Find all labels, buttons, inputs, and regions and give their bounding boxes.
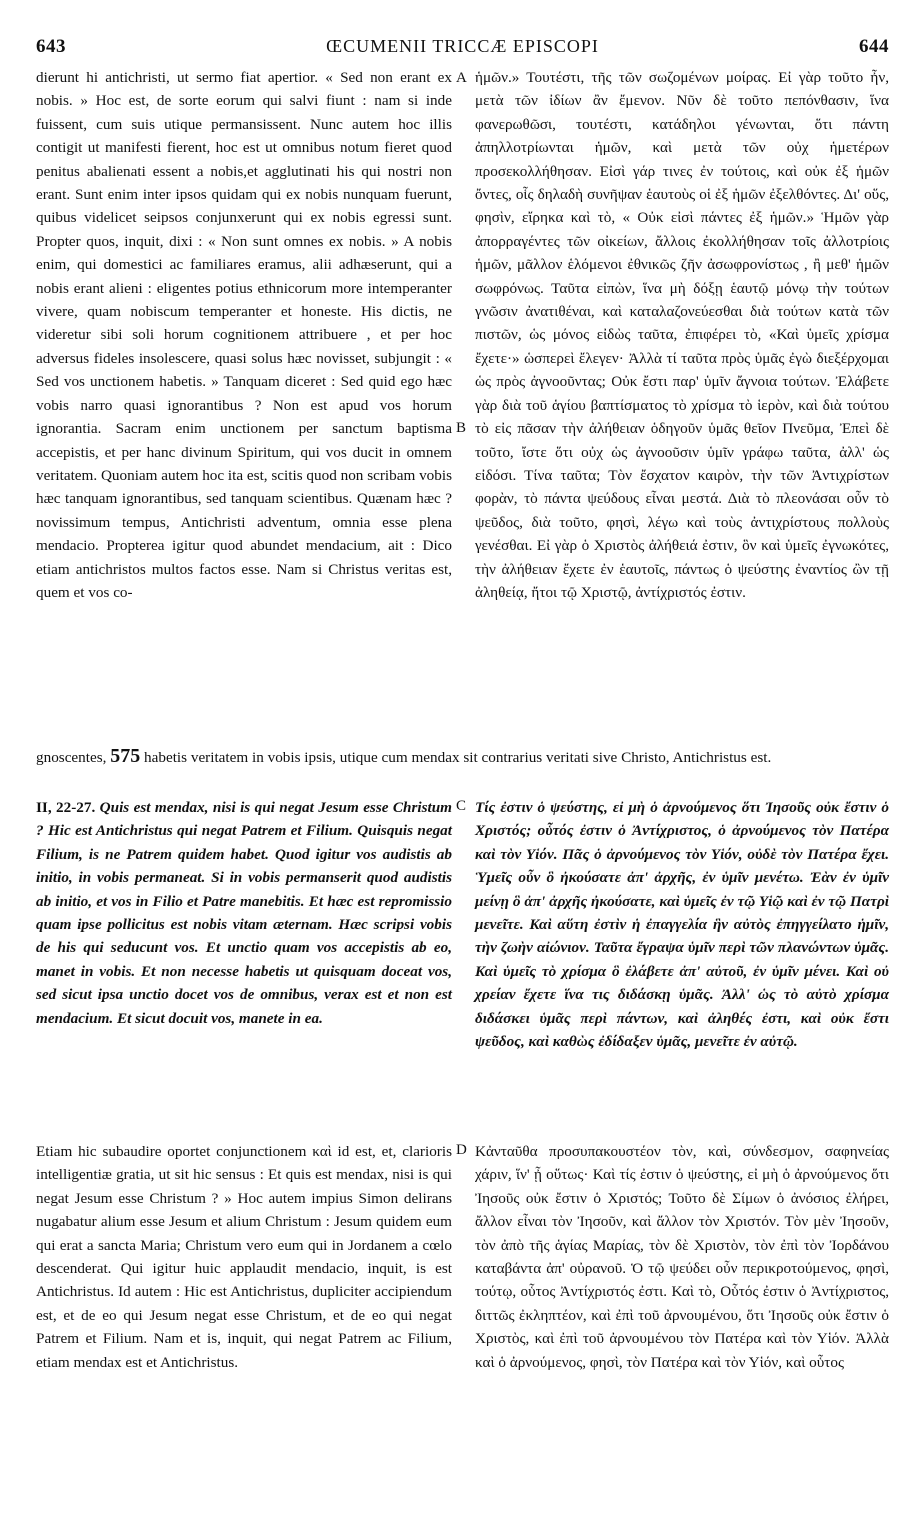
text-before-column-number: gnoscentes, bbox=[36, 749, 107, 766]
latin-paragraph-3: Etiam hic subaudire oportet conjunctionem καὶ id est, et, clarioris intelligentiæ gratia, ut sit hic sensus : Et quis est mendax, nisi is qui negat Jesum esse Christum ? » Hoc autem impius Simon delirans nugabatur alium esse Jesum et alium Christum : Jesum quidem eum qui erat a sancta Maria; Christum vero eum qui in Jordanem a cœlo descenderat. Qui igitur huic applaudit mendacio, inquit, is est Antichristus. Id autem : Hic est Antichristus, dupliciter accipiendum est, et de eo qui Jesum negat esse Christum, et de eo qui negat Patrem et Filium. Nam et is, inquit, qui negat Patrem ac Filium, etiam mendax est et Antichristus. bbox=[36, 1143, 452, 1371]
full-width-line bbox=[36, 745, 889, 769]
latin-column-3 bbox=[36, 1140, 452, 1520]
scripture-latin-text bbox=[36, 796, 452, 1030]
margin-letter-a: A bbox=[456, 70, 467, 86]
scripture-greek-column bbox=[475, 796, 889, 1141]
scripture-reference: II, 22-27. bbox=[36, 799, 96, 816]
latin-paragraph-1: dierunt hi antichristi, ut sermo fiat apertior. « Sed non erant ex nobis. » Hoc est, de sorte eorum qui salvi fiunt : nam si inde fuissent, cum suis utique permansissent. Nunc autem hoc illis contigit ut manifesti fierent, hoc est ut omnibus notum fieret quod penitus abalienati essent a nobis,et agglutinati his qui nostri non erant. Sunt enim inter ipsos quidam qui ex nobis nunquam fuerunt, quibus videlicet seipsos conjunxerunt qui ex nobis egressi sunt. Propter quos, inquit, dixi : « Non sunt omnes ex nobis. » A nobis enim, qui domestici ac familiares eramus, alii adhæserunt, qui a nobis erant alieni : eligentes potius ethnicorum more intemperanter vivere, quam nobiscum temperanter et honeste. His dictis, ne videretur sibi soli horum cognitionem attribuere , et per hoc adversus fideles insolescere, quasi solus hæc novisset, subjungit : « Sed vos unctionem habetis. » Tanquam diceret : Sed quid ego hæc vobis narro quasi ignorantibus ? Non est apud vos horum ignorantia. Sacram enim unctionem per sanctum baptisma accepistis, et per hanc divinum Spiritum, qui vos ducit in omnem veritatem. Quoniam autem hoc ita est, scitis quod non scribam vobis hæc tanquam ignorantibus, sed tanquam scientibus. Quænam hæc ? novissimum tempus, Antichristi adventum, omnia esse plena mendacio. Propterea igitur quod abundet mendacium, ait : Dico etiam antichristos multos factos esse. Nam si Christus veritas est, quem et vos co- bbox=[36, 69, 452, 601]
latin-column-1 bbox=[36, 66, 452, 738]
scripture-latin-column bbox=[36, 796, 452, 1096]
margin-letter-b: B bbox=[456, 420, 467, 436]
margin-letter-d: D bbox=[456, 1142, 467, 1158]
column-number: 575 bbox=[110, 745, 141, 767]
scripture-greek-text: Τίς ἐστιν ὁ ψεύστης, εἰ μὴ ὁ ἀρνούμενος ὅτι Ἰησοῦς οὐκ ἔστιν ὁ Χριστός; οὗτός ἐστιν ὁ Ἀντίχριστος, ὁ ἀρνούμενος τὸν Πατέρα καὶ τὸν Υἱόν. Πᾶς ὁ ἀρνούμενος τὸν Υἱόν, οὐδὲ τὸν Πατέρα ἔχει. Ὑμεῖς οὖν ὃ ἠκούσατε ἀπ' ἀρχῆς, ἐν ὑμῖν μενέτω. Ἐὰν ἐν ὑμῖν μείνῃ ὃ ἀπ' ἀρχῆς ἠκούσατε, καὶ ὑμεῖς ἐν τῷ Υἱῷ καὶ ἐν τῷ Πατρὶ μενεῖτε. Καὶ αὕτη ἐστὶν ἡ ἐπαγγελία ἣν αὐτὸς ἐπηγγείλατο ἡμῖν, τὴν ζωὴν αἰώνιον. Ταῦτα ἔγραψα ὑμῖν περὶ τῶν πλανώντων ὑμᾶς. Καὶ ὑμεῖς τὸ χρίσμα ὃ ἐλάβετε ἀπ' αὐτοῦ, ἐν ὑμῖν μένει. Καὶ οὐ χρείαν ἔχετε ἵνα τις διδάσκῃ ὑμᾶς. Ἀλλ' ὡς τὸ αὐτὸ χρίσμα διδάσκει ὑμᾶς περὶ πάντων, καὶ ἀληθές ἐστι, καὶ οὐκ ἔστι ψεῦδος, καὶ καθὼς ἐδίδαξεν ὑμᾶς, μενεῖτε ἐν αὐτῷ. bbox=[475, 799, 889, 1051]
greek-column-3 bbox=[475, 1140, 889, 1520]
greek-paragraph-3: Κἀνταῦθα προσυπακουστέον τὸν, καὶ, σύνδεσμον, σαφηνείας χάριν, ἵν' ᾖ οὕτως· Καὶ τίς ἐστιν ὁ ψεύστης, εἰ μὴ ὁ ἀρνούμενος ὅτι Ἰησοῦς οὐκ ἔστιν ὁ Χριστός; Τοῦτο δὲ Σίμων ὁ ἀνόσιος ἐλήρει, ἄλλον εἶναι τὸν Ἰησοῦν, καὶ ἄλλον τὸν Χριστόν. Τὸν μὲν Ἰησοῦν, τὸν ἀπὸ τῆς ἁγίας Μαρίας, τὸν δὲ Χριστὸν, τὸν ἐπὶ τὸν Ἰορδάνου καταβάντα ἀπ' οὐρανοῦ. Ὁ τῷ ψεύδει οὖν περικροτούμενος, φησὶ, τούτῳ, οὗτος Ἀντίχριστός ἐστι. Καὶ τὸ, Οὗτός ἐστιν ὁ Ἀντίχριστος, διττῶς ἐκληπτέον, καὶ ἐπὶ τοῦ ἀρνουμένου, ὅτι Ἰησοῦς οὐκ ἔστιν ὁ Χριστὸς, καὶ ἐπὶ τοῦ ἀρνουμένου τὸν Πατέρα καὶ τὸν Υἱόν. Ἀλλὰ καὶ ὁ ἀρνούμενος, φησὶ, τὸν Πατέρα καὶ τὸν Υἱόν, καὶ οὗτος bbox=[475, 1143, 889, 1371]
scripture-latin-body: Quis est mendax, nisi is qui negat Jesum esse Christum ? Hic est Antichristus qui negat Patrem et Filium. Quisquis negat Filium, is ne Patrem quidem habet. Quod igitur vos audistis ab initio, in vobis permaneat. Si in vobis permanserit quod audistis ab initio, et vos in Filio et Patre manebitis. Et hæc est repromissio quam ipse pollicitus est nobis vitam æternam. Hæc scripsi vobis de his qui seducunt vos. Et unctio quam vos accepistis ab eo, manet in vobis. Et non necesse habetis ut quisquam doceat vos, sed sicut ipsa unctio docet vos de omnibus, verax est et non est mendacium. Et sicut docuit vos, manete in ea. bbox=[36, 799, 452, 1027]
page-number-right: 644 bbox=[859, 36, 889, 57]
margin-letter-c: C bbox=[456, 798, 467, 814]
greek-paragraph-1: ἡμῶν.» Τουτέστι, τῆς τῶν σωζομένων μοίρας. Εἰ γὰρ τοῦτο ἦν, μετὰ τῶν ἰδίων ἂν ἔμενον. Νῦν δὲ τοῦτο πεπόνθασιν, ἵνα φανερωθῶσι, τουτέστι, κατάδηλοι γένωνται, ὅτι πάντη ἀπηλλοτρίωνται ἡμῶν, καὶ μετὰ τῶν οὐχ ἡμετέρων προσεκολλήθησαν. Εἰσὶ γάρ τινες ἐν τούτοις, καὶ οὐκ ἐξ ἡμῶν ὄντες, οἷς δηλαδὴ συνῆψαν ἑαυτοὺς οἱ ἐξ ἡμῶν ἐξελθόντες. Δι' οὕς, φησὶν, εἴρηκα καὶ τὸ, « Οὐκ εἰσὶ πάντες ἐξ ἡμῶν.» Ἡμῶν γὰρ ἀπορραγέντες τῶν οἰκείων, ἄλλοις ἐκολλήθησαν τοῖς ἀλλοτρίοις ἡμῶν, μᾶλλον ἑλόμενοι ἐθνικῶς ζῆν ἀσωφρονίστως , ἢ μεθ' ἡμῶν σωφρόνως. Ταῦτα εἰπὼν, ἵνα μὴ δόξῃ ἑαυτῷ μόνῳ τὴν τούτων γνῶσιν ἀνατιθέναι, καὶ καταλαζονεύεσθαι διὰ τούτων κατὰ τῶν πιστῶν, ὡς μόνος εἰδὼς ταῦτα, ἐπιφέρει τὸ, «Καὶ ὑμεῖς χρίσμα ἔχετε·» ὡσπερεὶ ἔλεγεν· Ἀλλὰ τί ταῦτα πρὸς ὑμᾶς ἐγὼ διεξέρχομαι ὡς πρὸς ἀγνοοῦντας; Οὐκ ἔστι παρ' ὑμῖν ἄγνοια τούτων. Ἐλάβετε γὰρ διὰ τοῦ ἁγίου βαπτίσματος τὸ χρίσμα τὸ ἱερὸν, καὶ διὰ τούτου τὸ εἰς πᾶσαν τὴν ἀλήθειαν ὁδηγοῦν ὑμᾶς θεῖον Πνεῦμα, Ἐπεὶ δὲ τοῦτο, ἴστε ὅτι οὐχ ὡς ἀγνοοῦσιν ὑμῖν γράφω ταῦτα, ἀλλ' ὡς εἰδόσι. Τίνα ταῦτα; Τὸν ἔσχατον καιρὸν, τὴν τῶν Ἀντιχρίστων φορὰν, τὸ πάντα ψεύδους εἶναι μεστά. Διὰ τὸ πλεονάσαι οὖν τὸ ψεῦδος, διὰ τοῦτο, φησὶ, λέγω καὶ τοὺς ἀντιχρίστους πολλοὺς γενέσθαι. Εἰ γὰρ ὁ Χριστὸς ἀλήθειά ἐστιν, ὃν καὶ ὑμεῖς ἐγνωκότες, τὴν ἀλήθειαν ἔχετε ἐν ἑαυτοῖς, πάντως ὁ ψεύστης ἐναντίος ὢν τῇ ἀληθείᾳ, ἤτοι τῷ Χριστῷ, ἀντίχριστός ἐστιν. bbox=[475, 69, 889, 601]
running-title: ŒCUMENII TRICCÆ EPISCOPI bbox=[326, 36, 599, 56]
greek-column-1 bbox=[475, 66, 889, 738]
page-number-left: 643 bbox=[36, 36, 66, 57]
text-after-column-number: habetis veritatem in vobis ipsis, utique cum mendax sit contrarius veritati sive Christo, Antichristus est. bbox=[144, 749, 772, 766]
running-header bbox=[36, 36, 889, 66]
